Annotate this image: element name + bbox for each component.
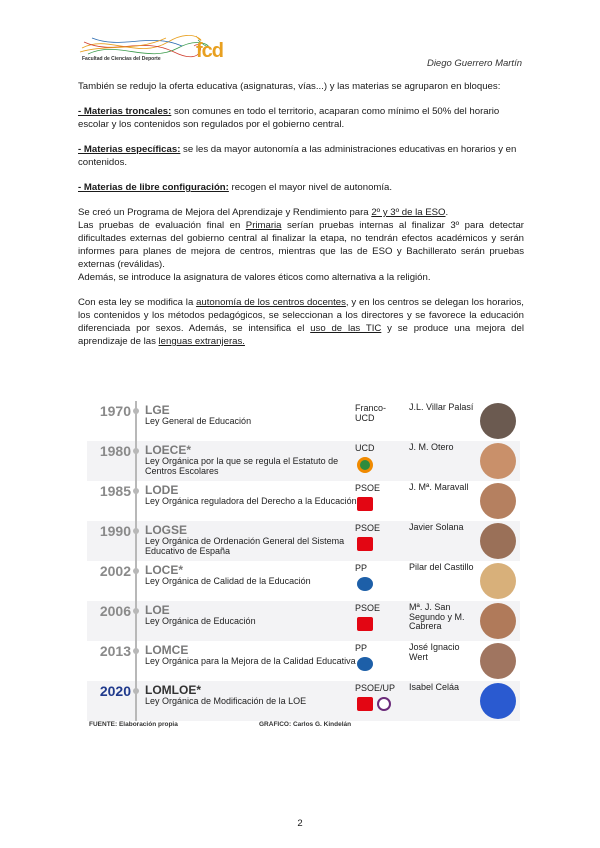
psoe-logo-icon (357, 497, 373, 511)
law-acronym: LOE (145, 603, 170, 617)
pp-logo-icon (357, 657, 373, 671)
law-year: 1980 (99, 443, 131, 459)
document-body (78, 80, 524, 348)
intro-paragraph (78, 80, 524, 93)
party-name: PSOE/UP (355, 683, 396, 693)
especificas-text: se les da mayor autonomía a las administraciones educativas en horarios y en contenidos. (78, 144, 517, 168)
party-name: PP (355, 563, 368, 573)
libre-heading: - Materias de libre configuración: (78, 182, 229, 193)
timeline-dot (133, 648, 139, 654)
troncales-paragraph (78, 105, 524, 131)
logo-text: Facultad de Ciencias del Deporte (82, 56, 161, 62)
law-acronym: LOECE* (145, 443, 192, 457)
party-name: PP (355, 643, 368, 653)
minister-name: José Ignacio Wert (409, 642, 460, 662)
especificas-heading: - Materias específicas: (78, 144, 181, 155)
law-description: Ley Orgánica de Calidad de la Educación (145, 576, 311, 586)
minister-portrait (480, 443, 516, 479)
law-description: Ley General de Educación (145, 416, 252, 426)
timeline-line (135, 521, 137, 561)
minister-portrait (480, 683, 516, 719)
timeline-row (87, 601, 520, 641)
law-year: 2013 (99, 643, 131, 659)
minister-portrait (480, 603, 516, 639)
law-description: Ley Orgánica reguladora del Derecho a la Educación (145, 496, 357, 506)
minister-portrait (480, 483, 516, 519)
party-name: PSOE (355, 483, 381, 493)
evaluation-end: serían pruebas internas al finalizar 3º para detectar dificultades externas del gobierno central al finalizar la etapa, no tendrán efectos académicos y serán informes para planes de mejora de centros, mientras que las de ESO y Bachillerato serán pruebas externas (reválidas). (78, 220, 524, 270)
libre-paragraph (78, 181, 524, 194)
autonomy-text-b: , y en los centros se delegan los horarios, los contenidos y los métodos pedagógicos, se seleccionan a los directores y se favorece la educación diferenciada por sexos. Además, se intensifica el (78, 297, 524, 334)
timeline-row (87, 681, 520, 721)
primaria-link: Primaria (245, 220, 282, 231)
figure-graphic-credit: GRÁFICO: Carlos G. Kindelán (259, 721, 352, 728)
law-year: 2006 (99, 603, 131, 619)
timeline-line (135, 441, 137, 481)
autonomy-paragraph (78, 296, 524, 348)
law-acronym: LOGSE (145, 523, 188, 537)
timeline-dot (133, 608, 139, 614)
page-number: 2 (297, 818, 303, 829)
law-acronym: LGE (145, 403, 170, 417)
law-description: Ley Orgánica para la Mejora de la Calidad Educativa (145, 656, 356, 666)
psoe-logo-icon (357, 537, 373, 551)
timeline-row (87, 521, 520, 561)
author-name: Diego Guerrero Martín (426, 58, 522, 69)
timeline-line (135, 481, 137, 521)
timeline-line (135, 601, 137, 641)
libre-text: recogen el mayor nivel de autonomía. (228, 182, 393, 193)
timeline-dot (133, 568, 139, 574)
minister-portrait (480, 403, 516, 439)
intro-text: También se redujo la oferta educativa (asignaturas, vías...) y las materias se agruparon en bloques: (78, 81, 501, 92)
minister-name: J. Mª. Maravall (409, 482, 469, 492)
eso-link: 2º y 3º de la ESO (371, 207, 446, 218)
timeline-line (135, 681, 137, 721)
tic-link: uso de las TIC (310, 323, 382, 334)
law-year: 1985 (99, 483, 131, 499)
timeline-dot (133, 448, 139, 454)
law-acronym: LOMLOE* (145, 683, 201, 697)
minister-name: Javier Solana (409, 522, 464, 532)
minister-name: Mª. J. San Segundo y M. Cabrera (409, 602, 465, 631)
troncales-text: son comunes en todo el territorio, acaparan como mínimo el 50% del horario escolar y los contenidos son regulados por el gobierno central. (78, 106, 500, 130)
pp-logo-icon (357, 577, 373, 591)
party-name: Franco-UCD (355, 403, 387, 423)
timeline-line (135, 641, 137, 681)
timeline-dot (133, 408, 139, 414)
page-header (0, 0, 600, 80)
minister-portrait (480, 523, 516, 559)
timeline-dot (133, 528, 139, 534)
psoe-logo-icon (357, 697, 373, 711)
languages-link: lenguas extranjeras. (158, 336, 245, 347)
law-year: 1990 (99, 523, 131, 539)
minister-name: Pilar del Castillo (409, 562, 474, 572)
evaluation-text: Las pruebas de evaluación final en (78, 220, 246, 231)
psoe-logo-icon (357, 617, 373, 631)
law-acronym: LODE (145, 483, 179, 497)
timeline-row (87, 641, 520, 681)
figure-source: FUENTE: Elaboración propia (89, 721, 178, 728)
logo-fcd: fcd (196, 40, 223, 62)
law-year: 2020 (99, 683, 131, 699)
party-name: UCD (355, 443, 375, 453)
law-description: Ley Orgánica de Educación (145, 616, 256, 626)
timeline-row (87, 441, 520, 481)
minister-portrait (480, 643, 516, 679)
program-paragraph (78, 206, 524, 284)
minister-name: J.L. Villar Palasí (409, 402, 474, 412)
timeline-dot (133, 488, 139, 494)
values-text: Además, se introduce la asignatura de valores éticos como alternativa a la religión. (78, 272, 431, 283)
party-name: PSOE (355, 603, 381, 613)
timeline-dot (133, 688, 139, 694)
law-description: Ley Orgánica de Ordenación General del Sistema Educativo de España (145, 536, 345, 556)
autonomy-text-c: y se produce una mejora del aprendizaje de las (78, 323, 524, 347)
party-name: PSOE (355, 523, 381, 533)
program-end: . (445, 207, 449, 218)
law-description: Ley Orgánica por la que se regula el Estatuto de Centros Escolares (145, 456, 339, 476)
minister-name: Isabel Celáa (409, 682, 460, 692)
minister-portrait (480, 563, 516, 599)
timeline-row (87, 401, 520, 441)
law-description: Ley Orgánica de Modificación de la LOE (145, 696, 307, 706)
autonomy-text-a: Con esta ley se modifica la (78, 297, 197, 308)
law-acronym: LOCE* (145, 563, 184, 577)
law-acronym: LOMCE (145, 643, 189, 657)
education-laws-timeline (87, 401, 520, 731)
ucd-logo-icon (357, 457, 373, 473)
timeline-line (135, 561, 137, 601)
program-text: Se creó un Programa de Mejora del Aprendizaje y Rendimiento para (78, 207, 372, 218)
especificas-paragraph (78, 143, 524, 169)
law-year: 1970 (99, 403, 131, 419)
up-logo-icon (377, 697, 391, 711)
law-year: 2002 (99, 563, 131, 579)
timeline-row (87, 481, 520, 521)
troncales-heading: - Materias troncales: (78, 106, 172, 117)
autonomy-link: autonomía de los centros docentes (196, 297, 346, 308)
minister-name: J. M. Otero (409, 442, 454, 452)
timeline-line (135, 401, 137, 441)
timeline-row (87, 561, 520, 601)
